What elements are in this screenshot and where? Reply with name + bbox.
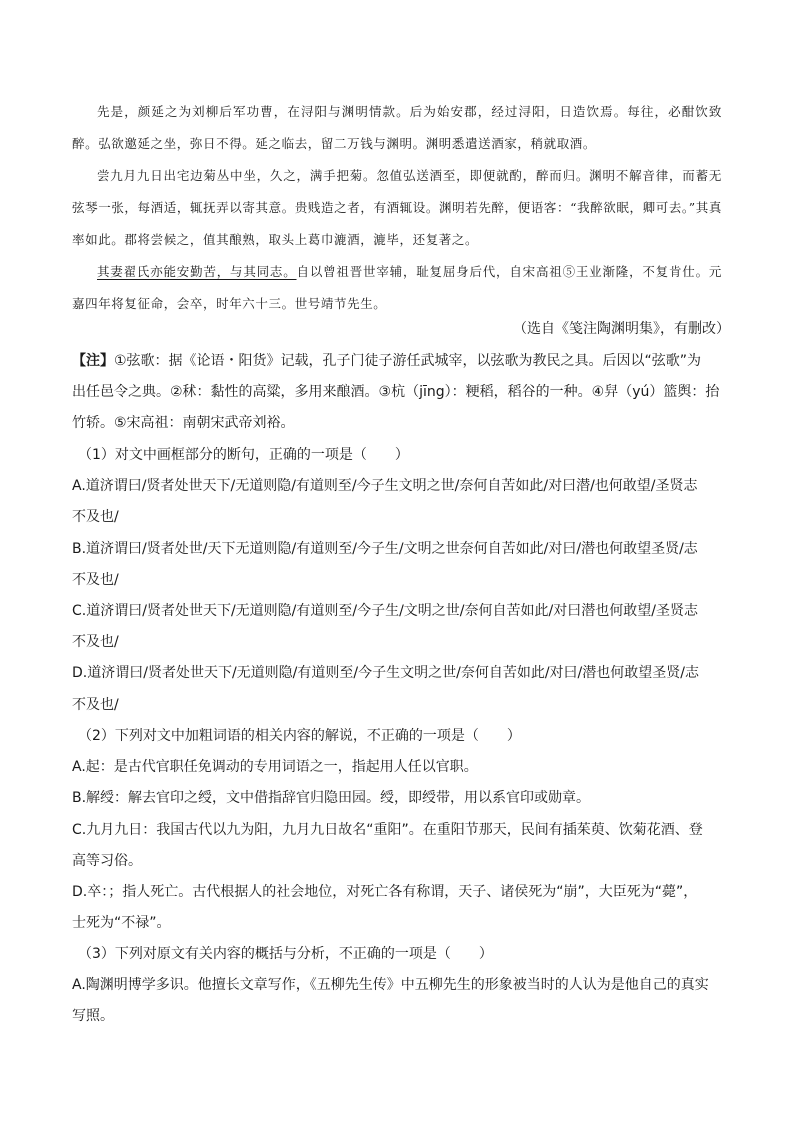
- question-2: [72, 721, 724, 939]
- option-b: B.解绶：解去官印之绶，文中借指辞官归隐田园。绶，即绶带，用以系官印或勋章。: [72, 790, 591, 807]
- option-d-cont: 士死为“不禄”。: [72, 915, 171, 932]
- underlined-sentence: 其妻翟氏亦能安勤苦，与其同志。: [97, 264, 297, 279]
- passage-paragraph-2: 尝九月九日出宅边菊丛中坐，久之，满手把菊。忽值弘送酒至，即便就酌，醉而归。渊明不解音律，而蓄无弦琴一张，每酒适，辄抚弄以寄其意。贵贱造之者，有酒辄设。渊明若先醉，便语客：“我醉欲眠，卿可去。”其真率如此。郡将尝候之，值其酿熟，取头上葛巾漉酒，漉毕，还复著之。: [72, 168, 722, 247]
- option-c: C.道济谓曰/贤者处世天下/无道则隐/有道则至/今子生/文明之世/奈何自苦如此/对曰潜也何敢望/圣贤志: [72, 603, 698, 620]
- option-a: A.道济谓曰/贤者处世天下/无道则隐/有道则至/今子生文明之世/奈何自苦如此/对曰潜/也何敢望/圣贤志: [72, 478, 698, 495]
- option-d: D.卒：；指人死亡。古代根据人的社会地位，对死亡各有称谓，天子、诸侯死为“崩”，大臣死为“薨”，: [72, 884, 698, 901]
- option-d-cont: 不及也/: [72, 696, 119, 713]
- option-b-cont: 不及也/: [72, 571, 119, 588]
- passage-paragraph-3-rest: 自以曾祖晋世宰辅，耻复屈身后代，自宋高祖⑤王业渐隆，不复肯仕。元嘉四年将复征命，会卒，时年六十三。世号靖节先生。: [72, 264, 722, 311]
- question-3: [72, 939, 724, 1033]
- note-line-text: ①弦歌：据《论语・阳货》记载，孔子门徒子游任武城宰，以弦歌为教民之具。后因以“弦歌”为: [114, 353, 702, 369]
- classical-passage: [72, 96, 722, 320]
- option-c: C.九月九日：我国古代以九为阳，九月九日故名“重阳”。在重阳节那天，民间有插茱萸、饮菊花酒、登: [72, 821, 703, 838]
- option-c-cont: 高等习俗。: [72, 852, 142, 869]
- question-1: [72, 440, 724, 721]
- annotation-notes: [72, 346, 724, 440]
- option-d: D.道济谓曰/贤者处世天下/无道则隐/有道则至/今子生文明之世/奈何自苦如此/对曰/潜也何敢望圣贤/志: [72, 665, 699, 682]
- option-c-cont: 不及也/: [72, 634, 119, 651]
- option-b: B.道济谓曰/贤者处世/天下无道则隐/有道则至/今子生/文明之世奈何自苦如此/对曰/潜也何敢望圣贤/志: [72, 540, 698, 557]
- note-line: [72, 346, 724, 377]
- source-citation: （选自《笺注陶渊明集》，有删改）: [513, 321, 730, 337]
- option-a-cont: 写照。: [72, 1008, 114, 1025]
- passage-paragraph-3: [72, 256, 722, 320]
- note-line: 出任邑令之典。②秫：黏性的高粱，多用来酿酒。③杭（jīng）：粳稻，稻谷的一种。④舁（yú）篮舆：抬: [72, 384, 720, 401]
- note-heading: 【注】: [72, 353, 114, 369]
- passage-paragraph-1: 先是，颜延之为刘柳后军功曹，在浔阳与渊明情款。后为始安郡，经过浔阳，日造饮焉。每往，必酣饮致醉。弘欲邀延之坐，弥日不得。延之临去，留二万钱与渊明。渊明悉遣送酒家，稍就取酒。: [72, 104, 722, 151]
- question-stem: （2）下列对文中加粗词语的相关内容的解说，不正确的一项是（ ）: [78, 728, 521, 744]
- option-a-cont: 不及也/: [72, 509, 119, 526]
- option-a: A.陶渊明博学多识。他擅长文章写作，《五柳先生传》中五柳先生的形象被当时的人认为是他自己的真实: [72, 977, 709, 994]
- question-stem: （1）对文中画框部分的断句，正确的一项是（ ）: [78, 447, 409, 463]
- question-stem: （3）下列对原文有关内容的概括与分析，不正确的一项是（ ）: [78, 946, 493, 962]
- option-a: A.起：是古代官职任免调动的专用词语之一，指起用人任以官职。: [72, 759, 478, 776]
- note-line: 竹轿。⑤宋高祖：南朝宋武帝刘裕。: [72, 415, 295, 432]
